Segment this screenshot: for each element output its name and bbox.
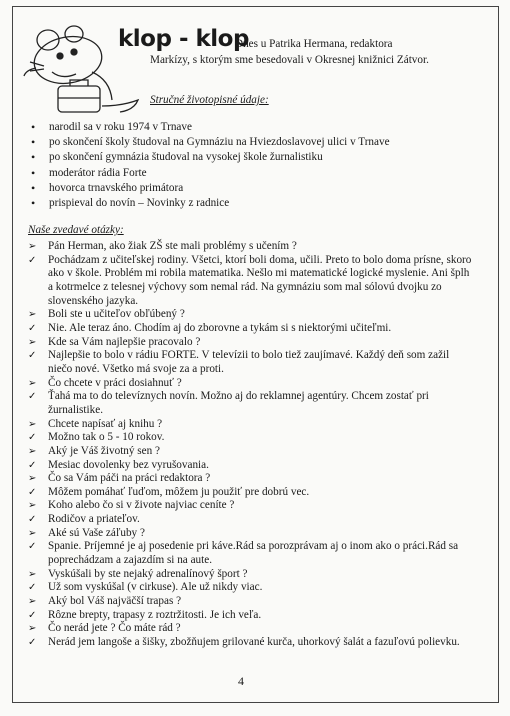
answer-item: [28, 486, 473, 500]
answer-item: [28, 390, 473, 417]
checkmark-icon: ✓: [28, 254, 37, 266]
arrow-bullet-icon: ➢: [28, 500, 37, 512]
checkmark-icon: ✓: [28, 609, 37, 621]
question-item: [28, 595, 473, 609]
answer-text: Možno tak o 5 - 10 rokov.: [48, 431, 165, 444]
arrow-bullet-icon: ➢: [28, 241, 37, 252]
arrow-bullet-icon: ➢: [28, 418, 37, 430]
question-item: [28, 445, 473, 459]
answer-item: [28, 513, 473, 527]
question-text: Čo nerád jete ? Čo máte rád ?: [48, 622, 181, 635]
bio-item: • narodil sa v roku 1974 v Trnave: [28, 120, 390, 135]
answer-text: Nerád jem langoše a šišky, zbožňujem grilované kurča, uhorkový šalát a fazuľovú polievku.: [48, 636, 460, 649]
klop-klop-brand: klop - klop: [118, 26, 249, 52]
qa-heading: Naše zvedavé otázky:: [28, 224, 124, 236]
question-text: Chcete napísať aj knihu ?: [48, 417, 163, 430]
checkmark-icon: ✓: [28, 541, 37, 553]
question-item: [28, 240, 473, 254]
checkmark-icon: ✓: [28, 322, 37, 334]
question-text: Boli ste u učiteľov obľúbený ?: [48, 308, 185, 321]
bio-item: • hovorca trnavského primátora: [28, 181, 390, 196]
question-item: [28, 568, 473, 582]
arrow-bullet-icon: ➢: [28, 445, 37, 457]
bio-item: • prispieval do novín – Novinky z radnice: [28, 196, 390, 211]
answer-item: [28, 322, 473, 336]
checkmark-icon: ✓: [28, 637, 37, 649]
arrow-bullet-icon: ➢: [28, 568, 37, 580]
answer-text: Nie. Ale teraz áno. Chodím aj do zborovne a tykám si s niektorými učiteľmi.: [48, 321, 392, 334]
question-text: Vyskúšali by ste nejaký adrenalínový šport ?: [48, 567, 248, 580]
answer-text: Mesiac dovolenky bez vyrušovania.: [48, 458, 209, 471]
question-item: [28, 527, 473, 541]
arrow-bullet-icon: ➢: [28, 336, 37, 348]
bio-item: • po skončení gymnázia študoval na vysokej škole žurnalistiku: [28, 150, 390, 165]
answer-item: [28, 349, 473, 376]
question-item: [28, 308, 473, 322]
checkmark-icon: ✓: [28, 432, 37, 444]
checkmark-icon: ✓: [28, 514, 37, 526]
checkmark-icon: ✓: [28, 391, 37, 403]
answer-item: [28, 581, 473, 595]
qa-list: [28, 240, 473, 650]
arrow-bullet-icon: ➢: [28, 377, 37, 389]
question-text: Aký bol Váš najväčší trapas ?: [48, 595, 182, 608]
answer-text: Pochádzam z učiteľskej rodiny. Všetci, ktorí boli doma, učili. Preto to bolo doma prísne, skoro ako v škole. Problém mi robila matematika. Nešlo mi matematické logické myslenie. Ani šplh a kotrmelce z telesnej výchovy som nemal rád. Na gymnáziu som mal sólovú dvojku zo slovenského jazyka.: [48, 253, 472, 307]
arrow-bullet-icon: ➢: [28, 309, 37, 321]
answer-text: Ťahá ma to do televíznych novín. Možno aj do reklamnej agentúry. Chcem zostať pri žurnalistike.: [48, 390, 429, 416]
checkmark-icon: ✓: [28, 350, 37, 362]
bio-heading: Stručné životopisné údaje:: [150, 94, 269, 106]
intro-paragraph: [150, 52, 440, 68]
question-item: [28, 377, 473, 391]
arrow-bullet-icon: ➢: [28, 527, 37, 539]
answer-item: [28, 431, 473, 445]
bio-item: • moderátor rádia Forte: [28, 166, 390, 181]
answer-item: [28, 540, 473, 567]
answer-item: [28, 636, 473, 650]
answer-text: Rodičov a priateľov.: [48, 513, 140, 526]
checkmark-icon: ✓: [28, 486, 37, 498]
answer-item: [28, 459, 473, 473]
answer-text: Môžem pomáhať ľuďom, môžem ju použiť pre dobrú vec.: [48, 485, 310, 498]
answer-text: Už som vyskúšal (v cirkuse). Ale už nikdy viac.: [48, 581, 263, 594]
arrow-bullet-icon: ➢: [28, 623, 37, 635]
question-text: Aký je Váš životný sen ?: [48, 444, 160, 457]
answer-text: Rôzne brepty, trapasy z roztržitosti. Je ich veľa.: [48, 608, 262, 621]
answer-text: Spanie. Príjemné je aj posedenie pri káve.Rád sa porozprávam aj o inom ako o práci.Rád sa poprechádzam a zajazdím si na aute.: [48, 540, 459, 567]
checkmark-icon: ✓: [28, 459, 37, 471]
page-number: 4: [238, 674, 244, 688]
intro-line1: Dnes u Patrika Hermana, redaktora: [235, 38, 393, 50]
question-item: [28, 622, 473, 636]
question-text: Pán Herman, ako žiak ZŠ ste mali problémy s učením ?: [48, 240, 297, 252]
question-item: [28, 336, 473, 350]
bio-list: [28, 120, 390, 211]
intro-rest: Markízy, s ktorým sme besedovali v Okresnej knižnici Zátvor.: [150, 54, 429, 66]
answer-text: Najlepšie to bolo v rádiu FORTE. V televízii to bolo tiež zaujímavé. Každý deň som zažil niečo nové. Všetko má svoje za a proti.: [48, 349, 450, 375]
answer-item: [28, 609, 473, 623]
arrow-bullet-icon: ➢: [28, 473, 37, 485]
question-item: [28, 418, 473, 432]
question-text: Aké sú Vaše záľuby ?: [48, 526, 145, 539]
question-item: [28, 499, 473, 513]
arrow-bullet-icon: ➢: [28, 596, 37, 608]
question-text: Čo chcete v práci dosiahnuť ?: [48, 376, 182, 389]
checkmark-icon: ✓: [28, 582, 37, 594]
bio-item: • po skončení školy študoval na Gymnáziu na Hviezdoslavovej ulici v Trnave: [28, 135, 390, 150]
question-text: Čo sa Vám páči na práci redaktora ?: [48, 472, 211, 485]
question-item: [28, 472, 473, 486]
answer-item: [28, 254, 473, 309]
question-text: Koho alebo čo si v živote najviac ceníte ?: [48, 499, 235, 512]
question-text: Kde sa Vám najlepšie pracovalo ?: [48, 335, 201, 348]
